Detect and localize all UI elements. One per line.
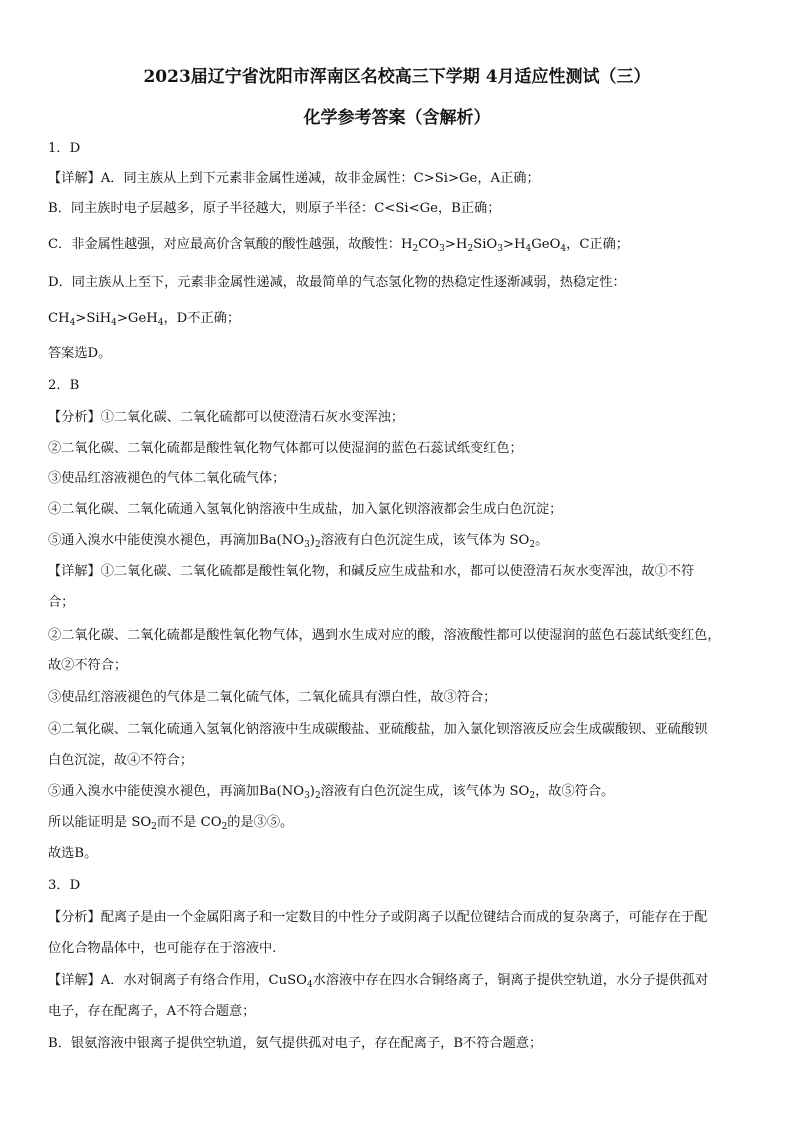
q1-conclusion: 答案选D。 (48, 346, 112, 361)
q2-detail-1b: 合； (48, 595, 75, 610)
hydride-formula: $CH_4>SiH_4>GeH_4$ (48, 311, 164, 328)
q3-analysis-1b: 位化合物晶体中，也可能存在于溶液中. (48, 941, 277, 956)
q2-detail-2: ②二氧化碳、二氧化硫都是酸性氧化物气体，遇到水生成对应的酸，溶液酸性都可以使湿润的蓝色石蕊试纸变红色， (48, 628, 721, 643)
q2-detail-1: 【详解】①二氧化碳、二氧化硫都是酸性氧化物，和碱反应生成盐和水，都可以使澄清石灰水变浑浊，故①不符 (48, 564, 695, 579)
q2-answer: 2．B (48, 378, 80, 393)
q2-analysis-2: ②二氧化碳、二氧化硫都是酸性氧化物气体都可以使湿润的蓝色石蕊试纸变红色； (48, 441, 523, 456)
q2-analysis-4: ④二氧化碳、二氧化硫通入氢氧化钠溶液中生成盐，加入氯化钡溶液都会生成白色沉淀； (48, 502, 563, 517)
q2-detail-4: ④二氧化碳、二氧化硫通入氢氧化钠溶液中生成碳酸盐、亚硫酸盐，加入氯化钡溶液反应会生成碳酸钡、亚硫酸钡 (48, 722, 708, 737)
q1-explanation-d: D．同主族从上至下，元素非金属性递减，故最简单的气态氢化物的热稳定性逐渐减弱，热稳定性： (48, 275, 626, 290)
q2-analysis-1: 【分析】①二氧化碳、二氧化硫都可以使澄清石灰水变浑浊； (48, 410, 405, 425)
document-subtitle: 化学参考答案（含解析） (303, 108, 491, 128)
q1-explanation-a: 【详解】A．同主族从上到下元素非金属性递减，故非金属性：C>Si>Ge，A正确； (48, 171, 540, 186)
q3-detail-1b: 电子，存在配离子，A不符合题意； (48, 1004, 256, 1019)
q1-explanation-d2: $CH_4>SiH_4>GeH_4$，D不正确； (48, 311, 241, 328)
q2-analysis-3: ③使品红溶液褪色的气体二氧化硫气体； (48, 471, 286, 486)
q2-analysis-5: ⑤通入溴水中能使溴水褪色，再滴加$Ba(NO_3)_2$溶液有白色沉淀生成，该气体为 $SO_2$。 (48, 533, 549, 550)
acid-formula: $H_2CO_3>H_2SiO_3>H_4GeO_4$ (400, 237, 567, 254)
q2-detail-4b: 白色沉淀，故④不符合； (48, 753, 194, 768)
q3-detail-1: 【详解】A．水对铜离子有络合作用，CuSO$_4$水溶液中存在四水合铜络离子，铜离子提供空轨道，水分子提供孤对 (48, 973, 709, 990)
q1-explanation-c: C．非金属性越强，对应最高价含氧酸的酸性越强，故酸性：$H_2CO_3>H_2SiO_3>H_4GeO_4$，C正确； (48, 237, 629, 254)
q2-detail-3: ③使品红溶液褪色的气体是二氧化硫气体，二氧化硫具有漂白性，故③符合； (48, 690, 497, 705)
q3-analysis-1: 【分析】配离子是由一个金属阳离子和一定数目的中性分子或阴离子以配位键结合而成的复杂离子，可能存在于配 (48, 910, 708, 925)
document-title: 2023届辽宁省沈阳市浑南区名校高三下学期 4月适应性测试（三） (143, 67, 651, 87)
q2-detail-2b: 故②不符合； (48, 658, 128, 673)
q3-answer: 3．D (48, 878, 81, 893)
q3-detail-2: B．银氨溶液中银离子提供空轨道，氨气提供孤对电子，存在配离子，B不符合题意； (48, 1036, 543, 1051)
q1-answer: 1．D (48, 141, 81, 156)
q2-detail-5: ⑤通入溴水中能使溴水褪色，再滴加$Ba(NO_3)_2$溶液有白色沉淀生成，该气体为 $SO_2$，故⑤符合。 (48, 784, 615, 801)
q1-explanation-b: B．同主族时电子层越多，原子半径越大，则原子半径：C<Si<Ge，B正确； (48, 201, 501, 216)
q2-conclusion-1: 所以能证明是 $SO_2$而不是 $CO_2$的是③⑤。 (48, 815, 294, 832)
q2-conclusion-2: 故选B。 (48, 846, 98, 861)
